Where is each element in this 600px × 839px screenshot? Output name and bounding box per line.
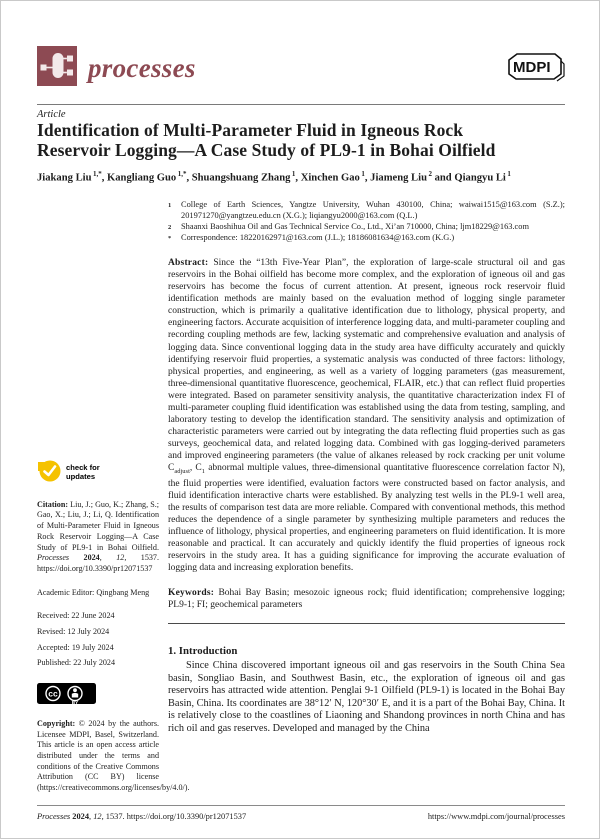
main-column [168,200,565,798]
page-footer [37,805,565,821]
section-divider [168,623,565,624]
mdpi-logo[interactable] [503,51,565,87]
citation-journal: Processes [37,553,70,563]
affiliation-marker: 1 [168,202,172,209]
citation-label: Citation: [37,499,69,509]
date-published: Published: 22 July 2024 [37,658,116,668]
by-label: BY [71,699,79,705]
academic-editor: Academic Editor: Qingbang Meng [37,587,150,597]
journal-brand [37,46,196,91]
affiliation-row [168,200,565,222]
affiliation-row [168,233,565,245]
date-received: Received: 22 June 2024 [37,611,115,621]
page-header [37,46,565,105]
author-superscript: 1 [291,170,296,178]
article-type-label: Article [37,109,66,120]
header-divider [37,104,565,105]
cc-by-license-badge[interactable] [37,683,96,709]
citation-doi-link[interactable]: , 1537. https://doi.org/10.3390/pr12071537 [37,553,160,573]
affiliation-marker: * [168,235,172,243]
citation-block: Citation: Liu, J.; Guo, K.; Zhang, S.; Gao, X.; Liu, J.; Li, Q. Identification of Multi-Parameter Fluid in Igneous Rock Reservoir Logging—A Case Study of PL9-1 in Bohai Oilfield. Processes 2024, 12, 1537. https://doi.org/10.3390/pr12071537 [37,499,160,573]
author-superscript: 1 [361,170,365,178]
author-superscript: 1 [507,170,511,178]
author-name: Kangliang Guo [107,172,177,184]
author-name: Jiakang Liu [37,172,92,184]
footer-doi-link[interactable]: , 1537. https://doi.org/10.3390/pr12071537 [101,812,247,821]
affiliation-marker: 2 [168,223,172,231]
title-line-2: Reservoir Logging—A Case Study of PL9-1 in Bohai Oilfield [37,139,496,160]
journal-name: processes [88,53,196,83]
author-name: Shuangshuang Zhang [191,172,291,184]
copyright-label: Copyright: [37,718,76,728]
author-superscript: 2 [428,170,432,178]
author-name: Jiameng Liu [370,172,427,184]
mdpi-logo-text: MDPI [513,58,551,76]
introduction-paragraph: Since China discovered important igneous oil and gas reservoirs in the South China Sea basin, Songliao Basin, and Southwest Basin, etc., the exploration of igneous oil and gas reservoirs has attracted wide attention. Penglai 9-1 Oilfield (PL9-1) is located in the Bohai Bay Basin, China. Its coordinates are 38°12′ N, 120°30′ E, and it is a part of the Bohai Bay, China. It is relatively close to the coastlines of Liaoning and Shandong provinces in north China and has rich oil and gas reserves. Developed and managed by the China [168,660,565,734]
author-name: Xinchen Gao [300,172,360,184]
author-superscript: 1,* [177,170,187,178]
page-title [37,121,569,160]
authors-line: Jiakang Liu $^{1,*}$, Kangliang Guo $^{1,*}$, Shuangshuang Zhang $^1$, Xinchen Gao $^1$, Jiameng Liu $^2$ and Qiangyu Li $^1$ [37,170,511,184]
copyright-block: Copyright: © 2024 by the authors. Licensee MDPI, Basel, Switzerland. This article is an open access article distributed under the terms and conditions of the Creative Commons Attribution (CC BY) license (https://creativecommons.org/licenses/by/4.0/). [37,718,190,793]
check-for-updates-label: check for updates [66,463,100,481]
keywords-label: Keywords: [168,588,215,599]
date-accepted: Accepted: 19 July 2024 [37,642,114,652]
abstract-paragraph: Abstract: Since the “13th Five-Year Plan”, the exploration of large-scale structural oil and gas reservoirs in the Bohai oilfield has become more complex, and the exploration of igneous oil and gas reservoirs has become the focus of current attention. At present, igneous rock reservoir fluid identification methods are mainly based on the evaluation method of logging single parameter construction, which is primarily a qualitative identification due to lithology, physical property, and engineering factors. Accurate acquisition of interference logging data, and multi-parameter coupling and recording coupling methods are few, lacking systematic and comprehensive evaluation and analysis of logging data. Since conventional logging data in the study area have difficulty accurately and quickly identifying reservoir fluid properties, a systematic analysis was conducted of three factors: lithology, physical properties, and engineering, as well as a variety of logging parameters (gas measurement, three-dimensional quantitative fluorescence, geochemical, FLAIR, etc.) that can reflect fluid properties were integrated. Based on parameter sensitivity analysis, the quantitative characterization index FI of multi-parameter coupling fluid identification was established using the data from testing, sampling, and laboratory testing to develop the identification standard. The sensitivity analysis and optimization of characteristic parameters were carried out by integrating the data reflecting fluid properties such as gas surveys, geochemical data, and related logging data. Combined with gas logging-derived parameters and improved engineering parameters (the value of alkanes released by rock cracking per unit volume $C_{adjust}$, $C_1$ abnormal multiple values, three-dimensional quantitative fluorescence correlation factor N), the fluid properties were identified, evaluation factors were constructed based on factor analysis, and fluid identification interactive charts were established. By analyzing test wells in the PL9-1 well area, the results of comparison test data are more reliable. Compared with conventional methods, this method reduces the dependence of a single parameter by synthesizing multiple parameters and reduces the influence of lithology, physical properties, and engineering parameters on fluid identification. It is more reasonable and practical. It can accurately and quickly identify the fluid properties of igneous rock reservoirs in the study area. It has a guiding significance for improving the accurate evaluation of logging data and increasing exploration benefits. [168,258,565,574]
author-superscript: 1,* [92,170,102,178]
check-icon [37,459,61,487]
affiliations-block [168,200,565,245]
date-revised: Revised: 12 July 2024 [37,627,110,637]
cc-icon: cc [48,688,58,699]
affiliation-text: Correspondence: 18220162971@163.com (J.L.); 18186081634@163.com (K.G.) [181,233,455,243]
section-heading-introduction: 1. Introduction [168,645,238,658]
history-dates [37,611,159,669]
affiliation-row [168,222,565,234]
person-icon [73,688,77,692]
footer-journal-link[interactable]: https://www.mdpi.com/journal/processes [427,812,565,821]
footer-citation: Processes 2024, 12, 1537. https://doi.org/10.3390/pr12071537 [37,812,247,821]
author-name: Qiangyu Li [454,172,506,184]
abstract-label: Abstract: [168,258,209,269]
title-line-1: Identification of Multi-Parameter Fluid in Igneous Rock [37,120,464,140]
check-for-updates-badge[interactable] [37,459,159,487]
affiliation-text: Shaanxi Baoshihua Oil and Gas Technical Service Co., Ltd., Xi’an 710000, China; ljm18229@163.com [181,221,529,231]
processes-logo-icon [37,46,77,91]
keywords-paragraph: Keywords: Bohai Bay Basin; mesozoic igneous rock; fluid identification; comprehensive logging; PL9-1; FI; geochemical parameters [168,588,565,611]
affiliation-text: College of Earth Sciences, Yangtze University, Wuhan 430100, China; waiwai1515@163.com (S.Z.); 201971270@yangtzeu.edu.cn (X.G.); liqiangyu2000@163.com (Q.L.) [181,200,565,220]
